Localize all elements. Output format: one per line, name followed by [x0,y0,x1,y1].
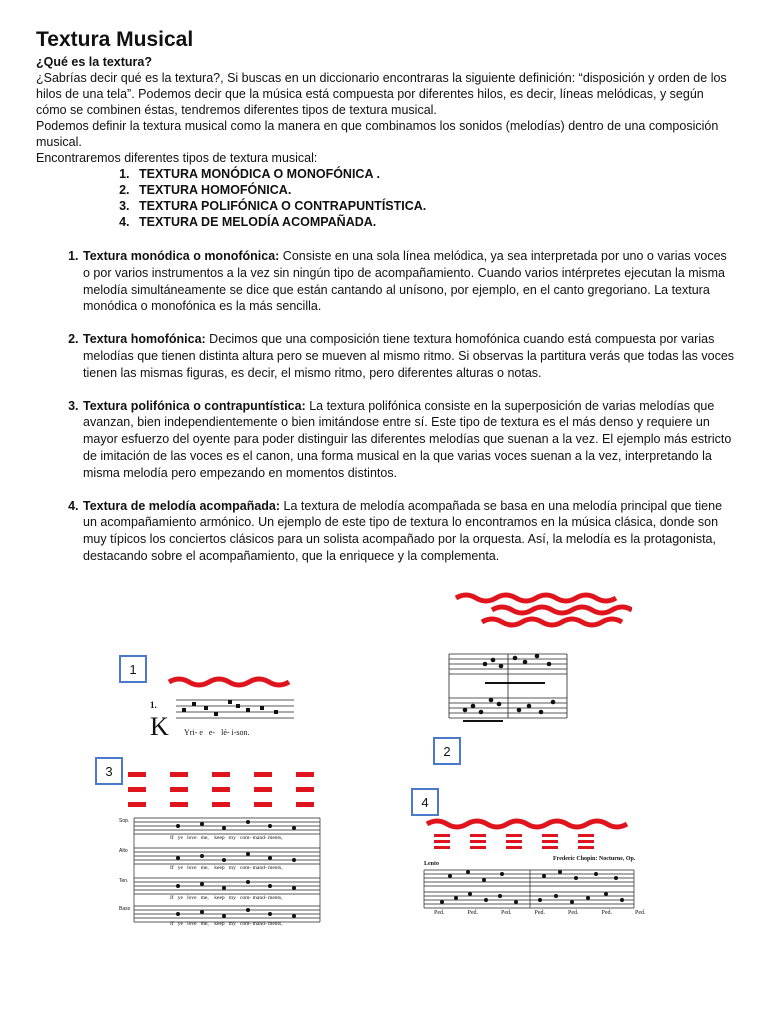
detail-term: Textura monódica o monofónica: [83,249,280,263]
figure-4-pedal-marks: Ped. Ped. Ped. Ped. Ped. Ped. Ped. [434,910,646,916]
detail-text: La textura de melodía acompañada se basa en una melodía principal que tiene un acompañamiento armónico. Un ejemplo de este tipo de textura lo encontramos en la música clásica, donde son muy típicos los conciertos clásicos para un solista acompañado por la orquesta. Así, la melodía es la protagonista, destacando sobre el acompañamiento, que la enriquece y la complementa. [83,498,723,563]
detail-text: Decimos que una composición tiene textura homofónica cuando está compuesta por varias melodías que tienen distinta altura pero se mueven al mismo ritmo. Si observas la partitura verás que todas las voces tienen las mismas figuras, es decir, el mismo ritmo, pero diferentes alturas o notas. [83,332,735,380]
detail-item [82,498,736,565]
figure-3-lyric: If ye love me, keep my com- mand- ments, [170,865,283,871]
document-body [36,28,736,581]
figure-label-2: 2 [433,737,461,765]
figure-3-part: Ten. [119,878,129,884]
detail-item [82,248,736,315]
texture-details-list [36,248,736,565]
figure-2-wavy-lines [452,588,632,630]
texture-types-list [36,166,736,230]
detail-item [82,331,736,381]
texture-type-item: 2. TEXTURA HOMOFÓNICA. [133,182,736,198]
figure-4-wavy-line [425,816,635,830]
figure-3-lyric: If ye love me, keep my com- mand- ments, [170,921,283,927]
detail-text: La textura polifónica consiste en la superposición de varias melodías que avanzan, bien independientemente o bien imitándose entre sí. Este tipo de textura es el más denso y requiere un mayor esfuerzo del oyente para poder distinguir las diferentes melodías que suenan a la vez. El ejemplo más estricto de imitación de las voces es el canon, una forma musical en la que varias voces suenan a la vez, interpretando la misma melodía pero empezando en momentos distintos. [83,398,732,480]
figure-4-score [420,866,638,910]
figure-1-wavy-line [167,674,297,688]
intro-paragraph-2: Podemos definir la textura musical como la manera en que combinamos los sonidos (melodías) dentro de una composición musical. [36,119,719,149]
figure-1-lyric: Yri- e e- lé- i-son. [184,728,250,737]
figure-1-number: 1. [150,700,157,710]
figure-label-3: 3 [95,757,123,785]
figure-3-part: Alto [119,848,128,854]
figure-2-score [445,640,570,735]
figure-label-4: 4 [411,788,439,816]
detail-term: Textura polifónica o contrapuntística: [83,398,306,413]
figure-3-part: Sop. [119,818,130,824]
texture-type-item: 3. TEXTURA POLIFÓNICA O CONTRAPUNTÍSTICA. [133,198,736,214]
detail-term: Textura homofónica: [83,332,206,347]
detail-term: Textura de melodía acompañada: [83,498,281,513]
question-heading: ¿Qué es la textura? [36,55,153,69]
detail-item [82,398,736,482]
figure-4-tempo: Lento [424,861,439,867]
figure-label-1: 1 [119,655,147,683]
texture-type-item: 4. TEXTURA DE MELODÍA ACOMPAÑADA. [133,214,736,230]
figure-3-lyric: If ye love me, keep my com- mand- ments, [170,895,283,901]
page-title: Textura Musical [36,28,194,51]
figure-3-part: Bass [119,906,131,912]
intro-paragraph-3: Encontraremos diferentes tipos de textura musical: [36,151,318,165]
figure-3-lyric: If ye love me, keep my com- mand- ments, [170,835,283,841]
intro-paragraph-1: ¿Sabrías decir qué es la textura?, Si buscas en un diccionario encontraras la siguiente definición: “disposición y orden de los hilos de una tela”. Podemos decir que la música está compuesta por diferentes hilos, es decir, líneas melódicas, y según cómo se combinen éstas, tendremos diferentes tipos de textura musical. [36,71,727,117]
detail-text: Consiste en una sola línea melódica, ya sea interpretada por uno o varias voces o por varios instrumentos a la vez sin ningún tipo de acompañamiento. Cuando varios intérpretes ejecutan la misma melodía simultáneamente se dice que están cantando al unísono, por ejemplo, en el canto gregoriano. La textura monódica o monofónica es la más sencilla. [83,249,727,314]
figure-4-composer: Frederic Chopin: Nocturne, Op. [553,856,636,862]
texture-type-item: 1. TEXTURA MONÓDICA O MONOFÓNICA . [133,166,736,182]
figure-1-initial: K [150,712,169,741]
figure-3-score [118,814,323,932]
